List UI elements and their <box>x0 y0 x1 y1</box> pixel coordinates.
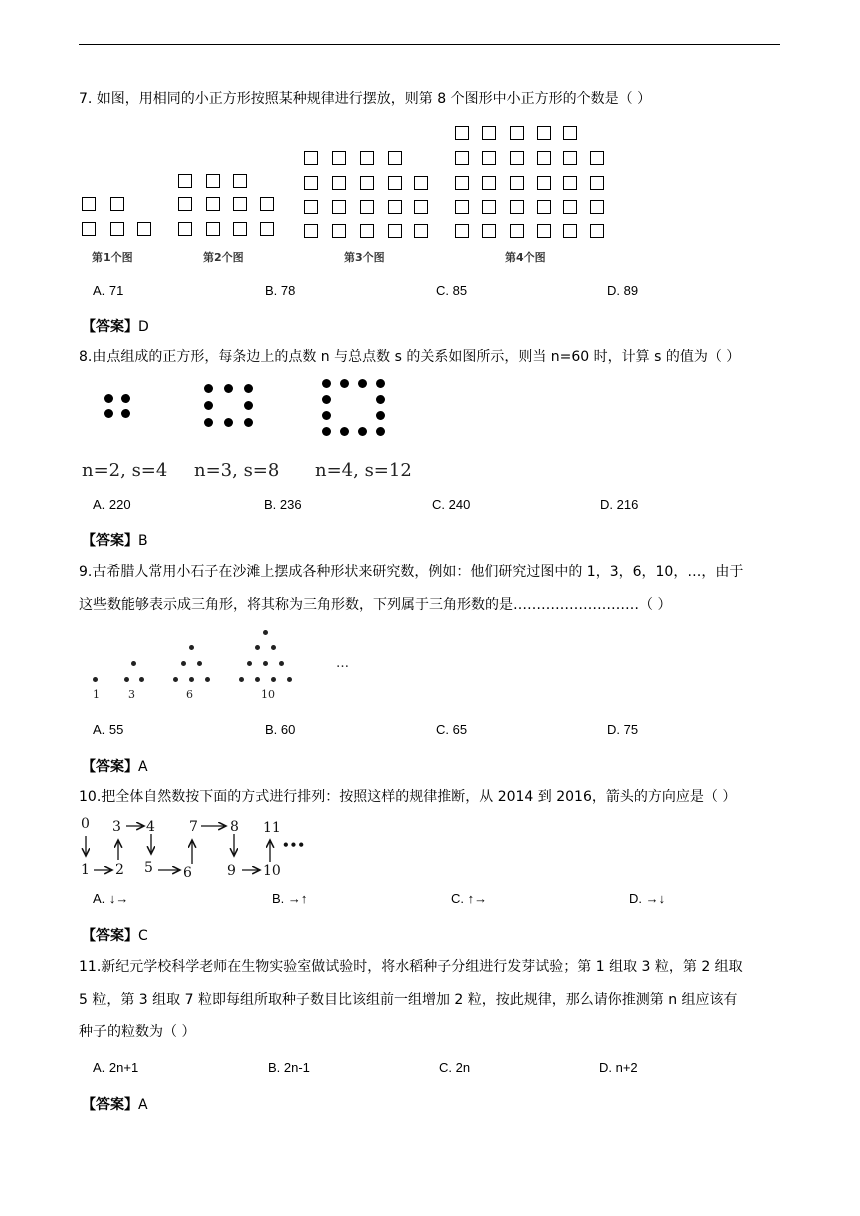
arrow-diagram <box>76 816 286 882</box>
option-a[interactable]: A. 2n+1 <box>93 1060 139 1075</box>
square <box>233 222 247 236</box>
question-11-text-line3: 种子的粒数为（ ） <box>79 1024 196 1040</box>
square <box>332 176 346 190</box>
figure-label: n=2, s=4 <box>82 460 168 481</box>
square <box>388 151 402 165</box>
dot <box>247 661 252 666</box>
square <box>178 222 192 236</box>
square <box>260 222 274 236</box>
number: 10 <box>263 863 281 879</box>
square <box>482 126 496 140</box>
figure-caption: 第3个图 <box>344 251 385 264</box>
square <box>414 224 428 238</box>
number: 6 <box>183 865 192 881</box>
dot <box>124 677 129 682</box>
square <box>206 174 220 188</box>
square <box>388 224 402 238</box>
option-c[interactable]: C. 85 <box>436 283 468 298</box>
dot <box>322 411 331 420</box>
square <box>388 200 402 214</box>
dot <box>104 409 113 418</box>
square <box>590 200 604 214</box>
option-c[interactable]: C. 65 <box>436 722 468 737</box>
dot <box>181 661 186 666</box>
dot <box>224 418 233 427</box>
dot <box>244 401 253 410</box>
dot <box>279 661 284 666</box>
dot <box>322 427 331 436</box>
option-d[interactable]: D. 216 <box>600 497 639 512</box>
square <box>455 126 469 140</box>
square <box>332 151 346 165</box>
square <box>510 151 524 165</box>
square <box>563 126 577 140</box>
option-a[interactable]: A. ↓→ <box>93 891 129 906</box>
square <box>233 197 247 211</box>
dot <box>205 677 210 682</box>
dot <box>287 677 292 682</box>
dot <box>358 379 367 388</box>
dot <box>263 630 268 635</box>
dot <box>271 645 276 650</box>
dot <box>121 409 130 418</box>
number: 3 <box>112 819 121 835</box>
dot <box>189 677 194 682</box>
square <box>510 200 524 214</box>
dot <box>197 661 202 666</box>
figure-label: n=3, s=8 <box>194 460 280 481</box>
square <box>563 200 577 214</box>
option-c[interactable]: C. 2n <box>439 1060 471 1075</box>
square <box>360 200 374 214</box>
ellipsis: ••• <box>282 838 306 852</box>
dot <box>322 395 331 404</box>
figure-label: 6 <box>186 688 193 701</box>
dot <box>204 384 213 393</box>
square <box>110 222 124 236</box>
answer: 【答案】B <box>82 533 148 549</box>
square <box>563 151 577 165</box>
option-a[interactable]: A. 71 <box>93 283 124 298</box>
dot <box>376 427 385 436</box>
square <box>510 224 524 238</box>
square <box>304 151 318 165</box>
square <box>482 224 496 238</box>
dot <box>340 379 349 388</box>
dot <box>224 384 233 393</box>
number: 0 <box>81 816 90 832</box>
square <box>414 200 428 214</box>
option-d[interactable]: D. 75 <box>607 722 639 737</box>
answer: 【答案】C <box>82 928 148 944</box>
square <box>304 176 318 190</box>
dot <box>358 427 367 436</box>
answer: 【答案】D <box>82 319 149 335</box>
header-rule <box>79 44 780 45</box>
ellipsis: … <box>336 656 349 671</box>
answer: 【答案】A <box>82 759 148 775</box>
square <box>563 224 577 238</box>
option-d[interactable]: D. n+2 <box>599 1060 638 1075</box>
option-d[interactable]: D. →↓ <box>629 891 666 906</box>
question-8-text: 8.由点组成的正方形，每条边上的点数 n 与总点数 s 的关系如图所示，则当 n=60 时，计算 s 的值为（ ） <box>79 349 741 365</box>
square <box>110 197 124 211</box>
square <box>260 197 274 211</box>
question-9-text-line1: 9.古希腊人常用小石子在沙滩上摆成各种形状来研究数，例如：他们研究过图中的 1，3，6，10，…，由于 <box>79 564 744 580</box>
square <box>455 200 469 214</box>
square <box>178 197 192 211</box>
square <box>414 176 428 190</box>
square <box>590 176 604 190</box>
figure-label: 3 <box>128 688 135 701</box>
square <box>233 174 247 188</box>
square <box>482 200 496 214</box>
number: 2 <box>115 862 124 878</box>
dot <box>189 645 194 650</box>
option-c[interactable]: C. ↑→ <box>451 891 488 906</box>
dot <box>263 661 268 666</box>
square <box>455 224 469 238</box>
question-11-text-line2: 5 粒，第 3 组取 7 粒即每组所取种子数目比该组前一组增加 2 粒，按此规律，那么请你推测第 n 组应该有 <box>79 992 738 1008</box>
square <box>304 224 318 238</box>
square <box>455 176 469 190</box>
option-b[interactable]: B. 236 <box>264 497 302 512</box>
square <box>537 200 551 214</box>
dot <box>376 395 385 404</box>
dot <box>104 394 113 403</box>
option-b[interactable]: B. 2n-1 <box>268 1060 310 1075</box>
number: 7 <box>189 819 198 835</box>
question-7-text: 7. 如图，用相同的小正方形按照某种规律进行摆放，则第 8 个图形中小正方形的个数是（ ） <box>79 91 652 107</box>
figure-caption: 第4个图 <box>505 251 546 264</box>
number: 5 <box>144 860 153 876</box>
square <box>510 126 524 140</box>
dot <box>376 411 385 420</box>
figure-caption: 第2个图 <box>203 251 244 264</box>
option-c[interactable]: C. 240 <box>432 497 471 512</box>
square <box>332 224 346 238</box>
dot <box>204 418 213 427</box>
square <box>537 126 551 140</box>
square <box>206 222 220 236</box>
square <box>482 151 496 165</box>
option-b[interactable]: B. 60 <box>265 722 296 737</box>
dot <box>340 427 349 436</box>
dot <box>139 677 144 682</box>
dot <box>131 661 136 666</box>
dot <box>322 379 331 388</box>
square <box>537 224 551 238</box>
square <box>482 176 496 190</box>
square <box>360 224 374 238</box>
dot <box>244 418 253 427</box>
square <box>510 176 524 190</box>
question-9-text-line2: 这些数能够表示成三角形，将其称为三角形数，下列属于三角形数的是………………………（ ） <box>79 597 672 613</box>
dot <box>121 394 130 403</box>
dot <box>93 677 98 682</box>
square <box>537 151 551 165</box>
square <box>590 224 604 238</box>
square <box>82 197 96 211</box>
square <box>537 176 551 190</box>
dot <box>271 677 276 682</box>
square <box>178 174 192 188</box>
square <box>206 197 220 211</box>
dot <box>255 677 260 682</box>
square <box>360 151 374 165</box>
dot <box>173 677 178 682</box>
square <box>137 222 151 236</box>
figure-label: 10 <box>261 688 275 701</box>
square <box>563 176 577 190</box>
square <box>455 151 469 165</box>
number: 1 <box>81 862 90 878</box>
square <box>332 200 346 214</box>
number: 8 <box>230 819 239 835</box>
dot <box>244 384 253 393</box>
figure-label: 1 <box>93 688 100 701</box>
option-d[interactable]: D. 89 <box>607 283 639 298</box>
option-a[interactable]: A. 220 <box>93 497 131 512</box>
figure-label: n=4, s=12 <box>315 460 412 481</box>
option-a[interactable]: A. 55 <box>93 722 124 737</box>
answer: 【答案】A <box>82 1097 148 1113</box>
number: 4 <box>146 819 155 835</box>
option-b[interactable]: B. →↑ <box>272 891 308 906</box>
square <box>304 200 318 214</box>
square <box>590 151 604 165</box>
question-10-text: 10.把全体自然数按下面的方式进行排列：按照这样的规律推断，从 2014 到 2016，箭头的方向应是（ ） <box>79 789 737 805</box>
number: 9 <box>227 863 236 879</box>
option-b[interactable]: B. 78 <box>265 283 296 298</box>
square <box>82 222 96 236</box>
number: 11 <box>263 820 281 836</box>
square <box>360 176 374 190</box>
dot <box>204 401 213 410</box>
dot <box>239 677 244 682</box>
dot <box>255 645 260 650</box>
question-11-text-line1: 11.新纪元学校科学老师在生物实验室做试验时，将水稻种子分组进行发芽试验；第 1 组取 3 粒，第 2 组取 <box>79 959 743 975</box>
dot <box>376 379 385 388</box>
figure-caption: 第1个图 <box>92 251 133 264</box>
square <box>388 176 402 190</box>
